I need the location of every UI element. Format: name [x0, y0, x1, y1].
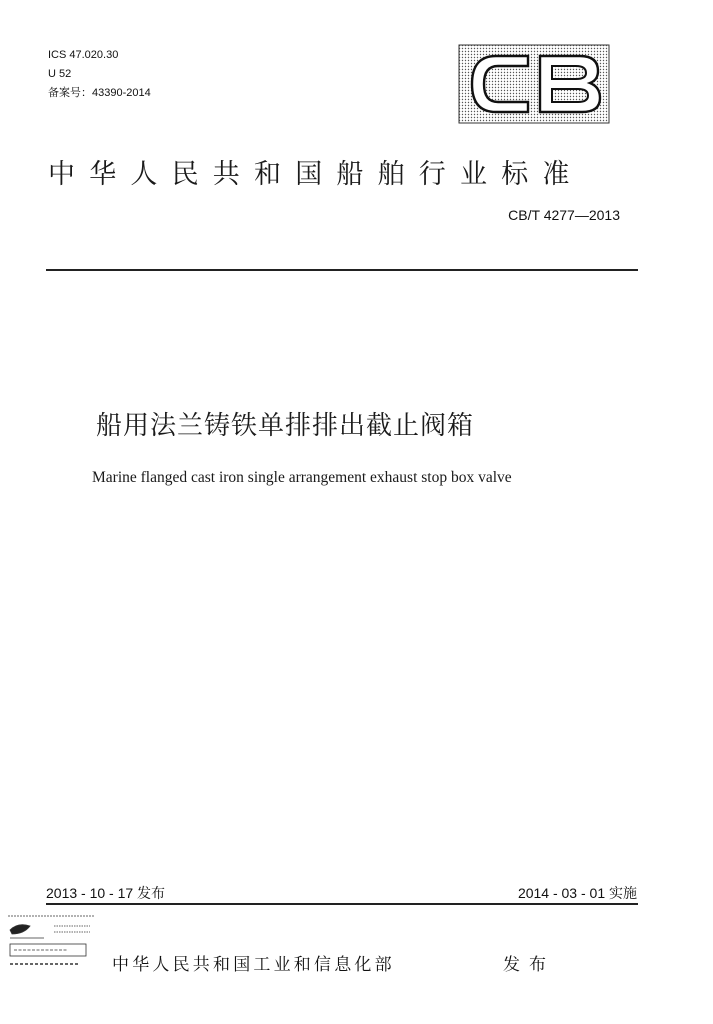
document-title-en: Marine flanged cast iron single arrangement exhaust stop box valve [92, 469, 512, 486]
issue-date: 2013 - 10 - 17 发布 [46, 885, 166, 901]
document-title-cn: 船用法兰铸铁单排排出截止阀箱 [96, 411, 475, 441]
bottom-divider [46, 903, 638, 905]
standard-title: 中华人民共和国船舶行业标准 [48, 159, 584, 190]
cb-standard-logo-icon [458, 44, 610, 124]
standard-number: CB/T 4277—2013 [508, 207, 620, 223]
implementation-date: 2014 - 03 - 01 实施 [517, 885, 637, 901]
classification-code: U 52 [48, 68, 72, 80]
issuing-authority: 中华人民共和国工业和信息化部 [112, 955, 395, 975]
library-stamp-icon [4, 912, 98, 974]
top-divider [46, 269, 638, 271]
ics-code: ICS 47.020.30 [48, 49, 119, 61]
record-number: 备案号：43390-2014 [48, 87, 151, 99]
issue-verb: 发布 [503, 955, 555, 975]
